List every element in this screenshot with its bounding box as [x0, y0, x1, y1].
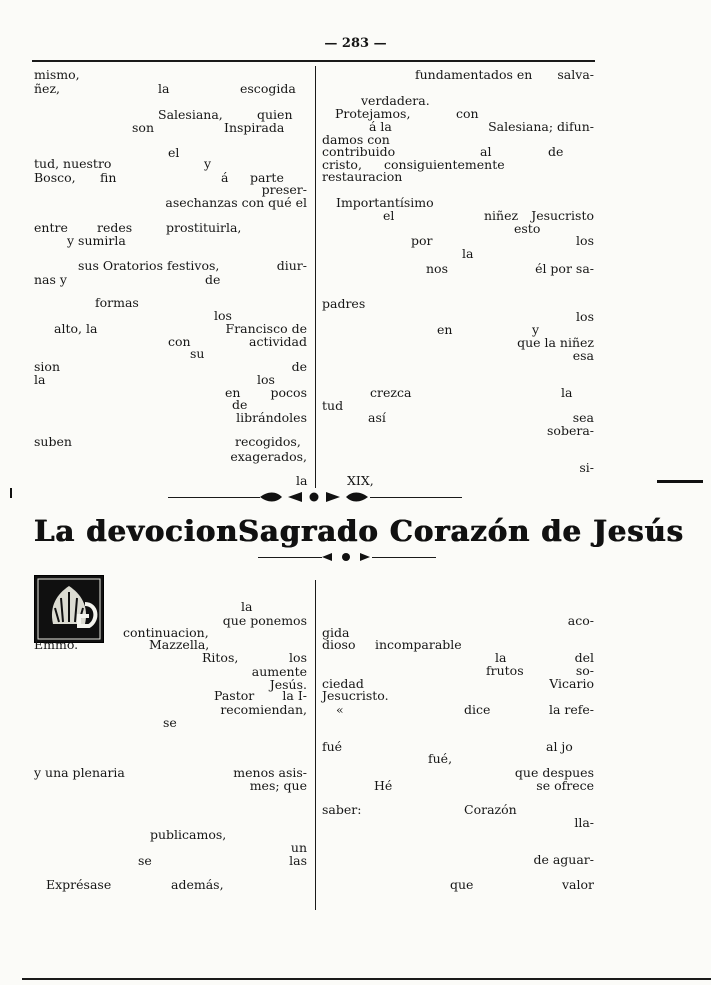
- text-fragment: que ponemos: [222, 613, 307, 628]
- text-fragment: con: [456, 106, 479, 121]
- text-fragment: un: [290, 840, 307, 855]
- text-fragment: exagerados,: [230, 449, 307, 464]
- text-fragment: formas: [95, 295, 139, 310]
- text-fragment: menos asis-: [233, 765, 307, 780]
- text-fragment: en: [437, 322, 453, 337]
- text-fragment: sus Oratorios festivos,: [78, 258, 220, 273]
- text-fragment: se ofrece: [536, 778, 594, 793]
- text-fragment: de aguar-: [533, 852, 594, 867]
- text-fragment: diur-: [276, 258, 307, 273]
- text-fragment: Salesiana; difun-: [488, 119, 594, 134]
- text-fragment: la: [495, 650, 507, 665]
- text-fragment: de: [548, 144, 564, 159]
- text-fragment: padres: [322, 296, 366, 311]
- text-fragment: Vicario: [549, 676, 594, 691]
- ornament-flourish-icon: [258, 489, 370, 505]
- text-fragment: la I-: [282, 688, 307, 703]
- text-fragment: sobera-: [547, 423, 594, 438]
- text-fragment: la: [462, 246, 474, 261]
- text-fragment: so-: [575, 663, 594, 678]
- text-fragment: niñez: [484, 208, 519, 223]
- text-fragment: nas y: [34, 272, 67, 287]
- margin-ink-bar: [657, 480, 703, 483]
- text-fragment: mismo,: [34, 67, 80, 82]
- text-fragment: Importantísimo: [336, 195, 434, 210]
- ornament-rule-right: [370, 497, 462, 498]
- text-fragment: esa: [572, 348, 594, 363]
- text-fragment: el: [168, 145, 180, 160]
- text-fragment: dice: [464, 702, 491, 717]
- text-fragment: la: [561, 385, 573, 400]
- text-fragment: recogidos,: [235, 434, 301, 449]
- top-column-divider: [315, 66, 316, 488]
- text-fragment: esto: [514, 221, 541, 236]
- text-fragment: que despues: [514, 765, 594, 780]
- text-fragment: al jo: [546, 739, 573, 754]
- text-fragment: y sumirla: [67, 233, 126, 248]
- text-fragment: damos con: [322, 132, 390, 147]
- text-fragment: consiguientemente: [384, 157, 505, 172]
- decorated-initial-icon: [34, 575, 104, 643]
- bottom-column-divider: [315, 580, 316, 910]
- text-fragment: ciedad: [322, 676, 364, 691]
- text-fragment: nos: [426, 261, 448, 276]
- text-fragment: Francisco de: [225, 321, 307, 336]
- text-fragment: los: [289, 650, 307, 665]
- text-fragment: Jesús.: [269, 677, 307, 692]
- text-fragment: parte: [250, 170, 284, 185]
- text-fragment: gida: [322, 625, 350, 640]
- text-fragment: se: [138, 853, 152, 868]
- text-fragment: Emmo.: [34, 637, 79, 652]
- text-fragment: Mazzella,: [149, 637, 210, 652]
- text-fragment: asechanzas con qué el: [165, 195, 307, 210]
- text-fragment: que: [450, 877, 474, 892]
- text-fragment: al: [480, 144, 492, 159]
- text-fragment: XIX,: [347, 473, 374, 488]
- text-fragment: salva-: [557, 67, 594, 82]
- text-fragment: actividad: [249, 334, 307, 349]
- section-title-part-a: La devocion: [34, 514, 239, 548]
- text-fragment: Ritos,: [202, 650, 239, 665]
- text-fragment: Inspirada: [224, 120, 285, 135]
- text-fragment: crezca: [370, 385, 412, 400]
- text-fragment: tud, nuestro: [34, 156, 112, 171]
- ornament-rule-left: [168, 497, 260, 498]
- text-fragment: la: [296, 473, 308, 488]
- text-fragment: restauracion: [322, 169, 403, 184]
- text-fragment: Salesiana,: [158, 107, 223, 122]
- text-fragment: y una plenaria: [34, 765, 125, 780]
- text-fragment: la refe-: [548, 702, 594, 717]
- title-underline-left: [258, 557, 322, 558]
- text-fragment: de: [205, 272, 221, 287]
- text-fragment: mes; que: [249, 778, 307, 793]
- text-fragment: Bosco,: [34, 170, 76, 185]
- title-underline-right: [372, 557, 436, 558]
- text-fragment: Pastor: [214, 688, 255, 703]
- text-fragment: además,: [171, 877, 224, 892]
- text-fragment: ñez,: [34, 81, 61, 96]
- text-fragment: entre: [34, 220, 68, 235]
- text-fragment: la: [241, 599, 253, 614]
- text-fragment: sea: [572, 410, 594, 425]
- text-fragment: que la niñez: [517, 335, 594, 350]
- text-fragment: con: [168, 334, 191, 349]
- text-fragment: Protejamos,: [335, 106, 411, 121]
- text-fragment: suben: [34, 434, 72, 449]
- section-title-part-b: Sagrado Corazón de Jesús: [238, 514, 685, 548]
- text-fragment: pocos: [270, 385, 307, 400]
- text-fragment: librándoles: [236, 410, 307, 425]
- text-fragment: quien: [257, 107, 293, 122]
- text-fragment: valor: [561, 877, 594, 892]
- text-fragment: fin: [100, 170, 117, 185]
- text-fragment: lla-: [574, 815, 594, 830]
- text-fragment: son: [132, 120, 154, 135]
- text-fragment: sion: [34, 359, 60, 374]
- text-fragment: Exprésase: [46, 877, 112, 892]
- text-fragment: fundamentados en: [415, 67, 533, 82]
- text-fragment: del: [574, 650, 594, 665]
- text-fragment: cristo,: [322, 157, 362, 172]
- text-fragment: verdadera.: [361, 93, 430, 108]
- text-fragment: de: [291, 359, 307, 374]
- header-rule: [32, 60, 595, 62]
- text-fragment: él por sa-: [535, 261, 594, 276]
- text-fragment: publicamos,: [150, 827, 227, 842]
- text-fragment: los: [576, 309, 594, 324]
- text-fragment: y: [532, 322, 540, 337]
- text-fragment: los: [576, 233, 594, 248]
- text-fragment: prostituirla,: [166, 220, 242, 235]
- page-number: — 283 —: [324, 36, 387, 51]
- text-fragment: contribuido: [322, 144, 396, 159]
- text-fragment: el: [383, 208, 395, 223]
- text-fragment: los: [214, 308, 232, 323]
- text-fragment: Jesucristo: [531, 208, 594, 223]
- text-fragment: Hé: [374, 778, 393, 793]
- text-fragment: los: [257, 372, 275, 387]
- text-fragment: «: [336, 702, 344, 717]
- text-fragment: tud: [322, 398, 344, 413]
- text-fragment: si-: [579, 460, 594, 475]
- text-fragment: fué,: [428, 751, 453, 766]
- title-flourish-icon: [320, 551, 372, 563]
- text-fragment: las: [289, 853, 307, 868]
- text-fragment: Jesucristo.: [322, 688, 389, 703]
- text-fragment: alto, la: [54, 321, 98, 336]
- text-fragment: fué: [322, 739, 343, 754]
- footer-rule: [22, 978, 711, 980]
- margin-ink-dot: [10, 488, 12, 498]
- text-fragment: por: [411, 233, 433, 248]
- text-fragment: se: [163, 715, 177, 730]
- text-fragment: aco-: [567, 613, 594, 628]
- text-fragment: aumente: [251, 664, 307, 679]
- text-fragment: frutos: [486, 663, 524, 678]
- text-fragment: saber:: [322, 802, 362, 817]
- text-fragment: la: [158, 81, 170, 96]
- text-fragment: dioso: [322, 637, 356, 652]
- text-fragment: á la: [369, 119, 392, 134]
- text-fragment: así: [368, 410, 386, 425]
- text-fragment: continuacion,: [123, 625, 209, 640]
- text-fragment: de: [232, 397, 248, 412]
- text-fragment: la: [34, 372, 46, 387]
- text-fragment: recomiendan,: [220, 702, 307, 717]
- text-fragment: Corazón: [464, 802, 517, 817]
- text-fragment: escogida: [240, 81, 296, 96]
- text-fragment: incomparable: [375, 637, 462, 652]
- text-fragment: y: [204, 156, 212, 171]
- text-fragment: á: [221, 170, 229, 185]
- text-fragment: en: [225, 385, 241, 400]
- text-fragment: su: [190, 346, 205, 361]
- text-fragment: redes: [97, 220, 133, 235]
- text-fragment: preser-: [261, 182, 307, 197]
